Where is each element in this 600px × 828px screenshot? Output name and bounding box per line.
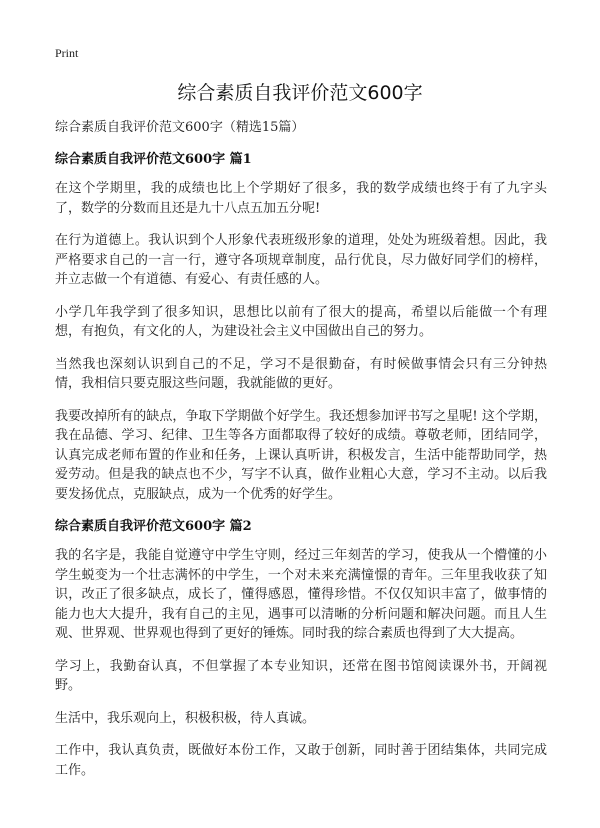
paragraph: 工作中，我认真负责，既做好本份工作，又敢于创新，同时善于团结集体，共同完成工作。 — [55, 743, 547, 778]
paragraph: 在这个学期里，我的成绩也比上个学期好了很多，我的数学成绩也终于有了九字头了，数学的分数而且还是九十八点五加五分呢! — [55, 181, 547, 216]
paragraph: 我要改掉所有的缺点，争取下学期做个好学生。我还想参加评书写之星呢! 这个学期，我在品德、学习、纪律、卫生等各方面都取得了较好的成绩。尊敬老师，团结同学，认真完成老师布置的作业和任务，上课认真听讲，积极发言，生活中能帮助同学，热爱劳动。但是我的缺点也不少，写字不认真，做作业粗心大意，学习不主动。以后我要发扬优点，克服缺点，成为一个优秀的好学生。 — [55, 408, 547, 502]
section-heading: 综合素质自我评价范文600字 篇1 — [55, 152, 252, 167]
article-subtitle: 综合素质自我评价范文600字（精选15篇） — [55, 120, 305, 135]
paragraph: 学习上，我勤奋认真，不但掌握了本专业知识，还常在图书馆阅读课外书，开阔视野。 — [55, 658, 547, 693]
article-body — [55, 118, 547, 793]
section-1 — [55, 150, 547, 504]
section-heading: 综合素质自我评价范文600字 篇2 — [55, 519, 252, 534]
paragraph: 生活中，我乐观向上，积极积极，待人真诚。 — [55, 710, 316, 726]
section-2 — [55, 517, 547, 780]
page-title: 综合素质自我评价范文600字 — [177, 82, 423, 104]
paragraph: 在行为道德上。我认识到个人形象代表班级形象的道理，处处为班级着想。因此，我严格要求自己的一言一行，遵守各项规章制度，品行优良，尽力做好同学们的榜样，并立志做一个有道德、有爱心、有责任感的人。 — [55, 233, 547, 287]
paragraph: 小学几年我学到了很多知识，思想比以前有了很大的提高，希望以后能做一个有理想，有抱负，有文化的人，为建设社会主义中国做出自己的努力。 — [55, 304, 547, 339]
print-link[interactable]: Print — [55, 46, 79, 60]
paragraph: 我的名字是，我能自觉遵守中学生守则，经过三年刻苦的学习，使我从一个懵懂的小学生蜕变为一个壮志满怀的中学生，一个对未来充满憧憬的青年。三年里我收获了知识，改正了很多缺点，成长了，懂得感恩，懂得珍惜。不仅仅知识丰富了，做事情的能力也大大提升，我有自己的主见，遇事可以清晰的分析问题和解决问题。而且人生观、世界观、世界观也得到了更好的锤炼。同时我的综合素质也得到了大大提高。 — [55, 548, 547, 641]
paragraph: 当然我也深刻认识到自己的不足，学习不是很勤奋，有时候做事情会只有三分钟热情，我相信只要克服这些问题，我就能做的更好。 — [55, 356, 547, 391]
